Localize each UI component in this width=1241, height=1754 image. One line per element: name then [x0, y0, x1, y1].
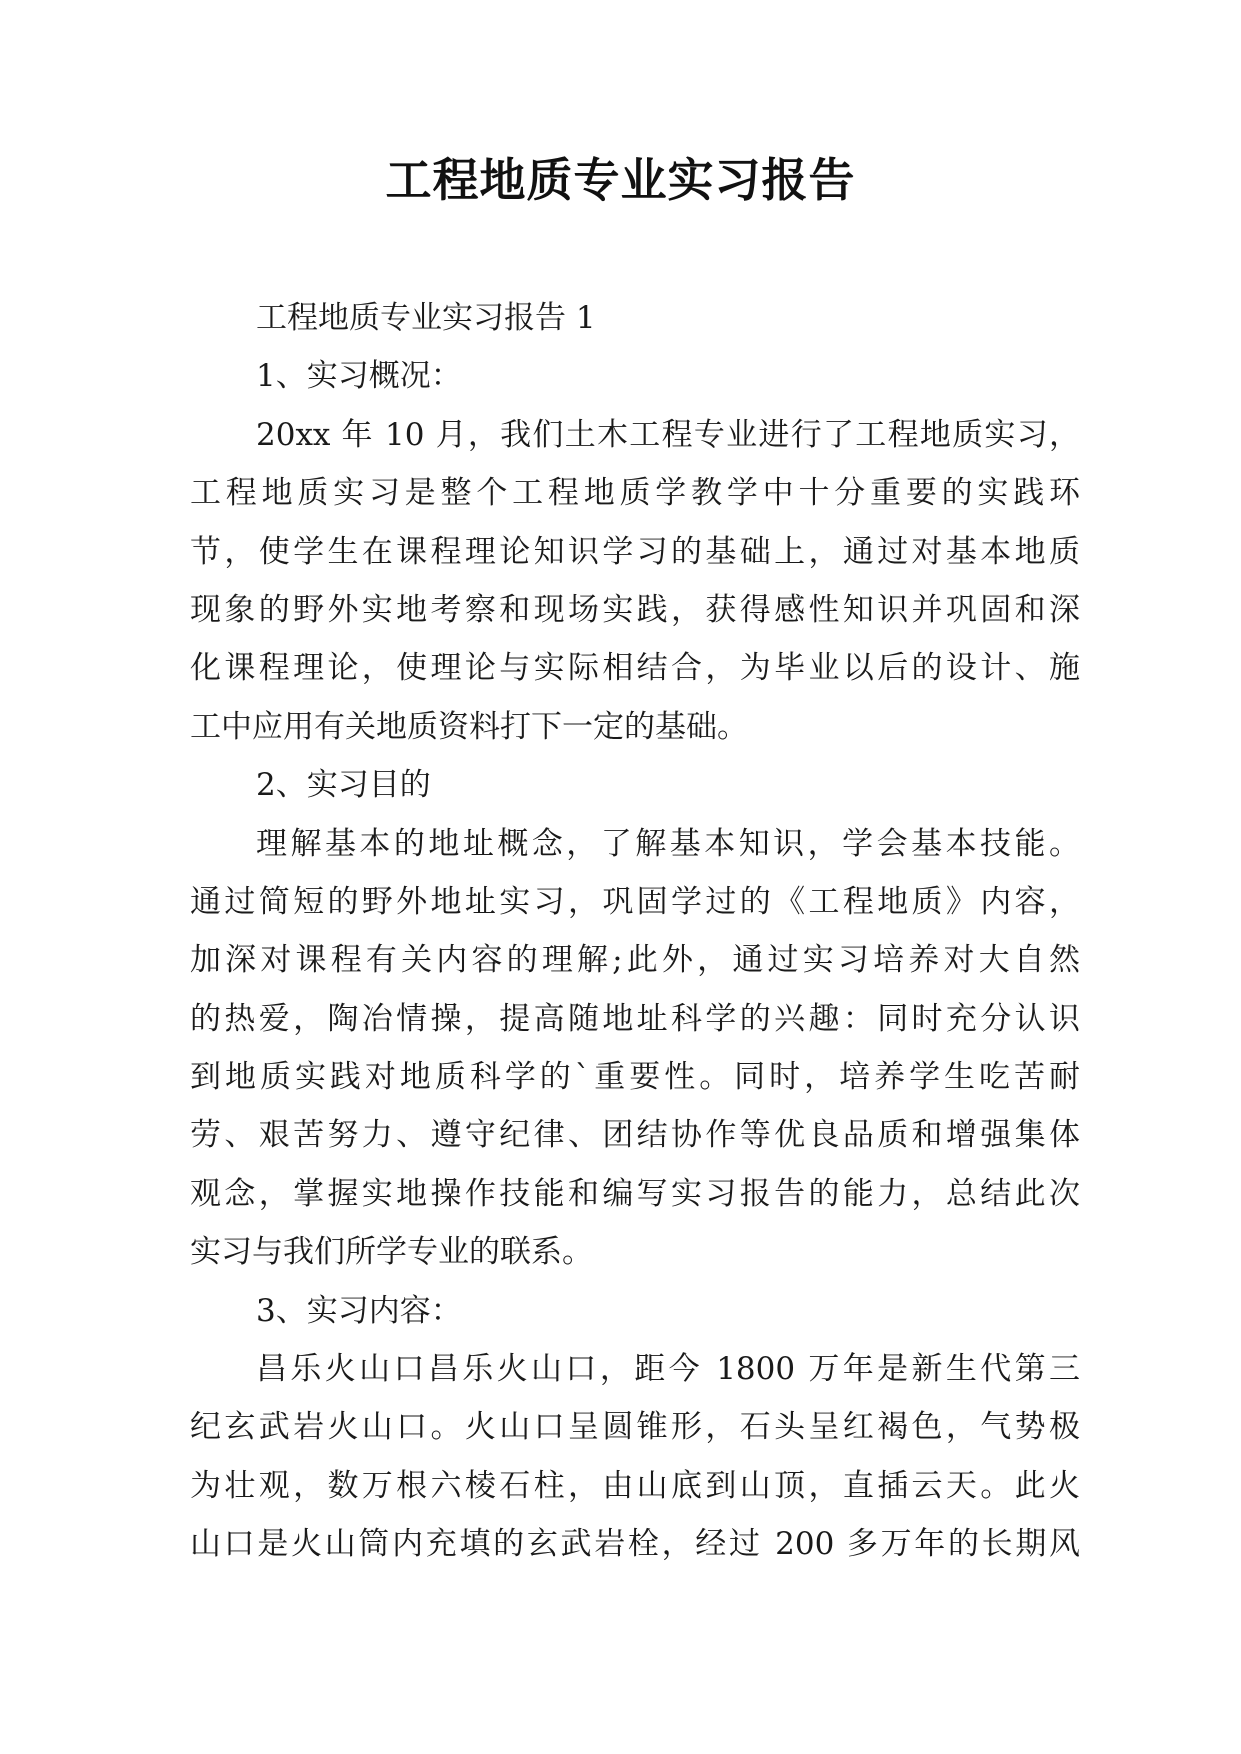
text-line: 观念，掌握实地操作技能和编写实习报告的能力，总结此次 [190, 1175, 1080, 1212]
text-line: 山口是火山筒内充填的玄武岩栓，经过 200 多万年的长期风 [190, 1526, 1080, 1563]
text-line: 化课程理论，使理论与实际相结合，为毕业以后的设计、施 [190, 650, 1080, 687]
text-line: 现象的野外实地考察和现场实践，获得感性知识并巩固和深 [190, 591, 1080, 628]
text-line: 20xx 年 10 月，我们土木工程专业进行了工程地质实习， [256, 416, 1080, 453]
text-line: 加深对课程有关内容的理解;此外，通过实习培养对大自然 [190, 942, 1080, 979]
text-line: 工程地质专业实习报告 1 [256, 300, 596, 336]
text-line: 通过简短的野外地址实习，巩固学过的《工程地质》内容， [190, 883, 1080, 920]
text-line: 节，使学生在课程理论知识学习的基础上，通过对基本地质 [190, 533, 1080, 570]
text-line: 1、实习概况： [256, 358, 462, 395]
text-line: 到地质实践对地质科学的`重要性。同时，培养学生吃苦耐 [190, 1059, 1080, 1096]
text-line: 的热爱，陶冶情操，提高随地址科学的兴趣：同时充分认识 [190, 1000, 1080, 1037]
text-line: 纪玄武岩火山口。火山口呈圆锥形，石头呈红褐色，气势极 [190, 1409, 1080, 1446]
text-line: 理解基本的地址概念，了解基本知识，学会基本技能。 [256, 825, 1080, 862]
text-line: 2、实习目的 [256, 767, 431, 804]
text-line: 实习与我们所学专业的联系。 [190, 1234, 593, 1271]
text-line: 昌乐火山口昌乐火山口，距今 1800 万年是新生代第三 [256, 1351, 1080, 1388]
text-line: 工程地质实习是整个工程地质学教学中十分重要的实践环 [190, 475, 1080, 512]
text-line: 劳、艰苦努力、遵守纪律、团结协作等优良品质和增强集体 [190, 1117, 1080, 1154]
text-line: 为壮观，数万根六棱石柱，由山底到山顶，直插云天。此火 [190, 1467, 1080, 1504]
text-line: 3、实习内容： [256, 1292, 462, 1329]
text-line: 工中应用有关地质资料打下一定的基础。 [190, 708, 748, 745]
document-title: 工程地质专业实习报告 [385, 153, 856, 207]
document-body [190, 289, 1080, 1574]
